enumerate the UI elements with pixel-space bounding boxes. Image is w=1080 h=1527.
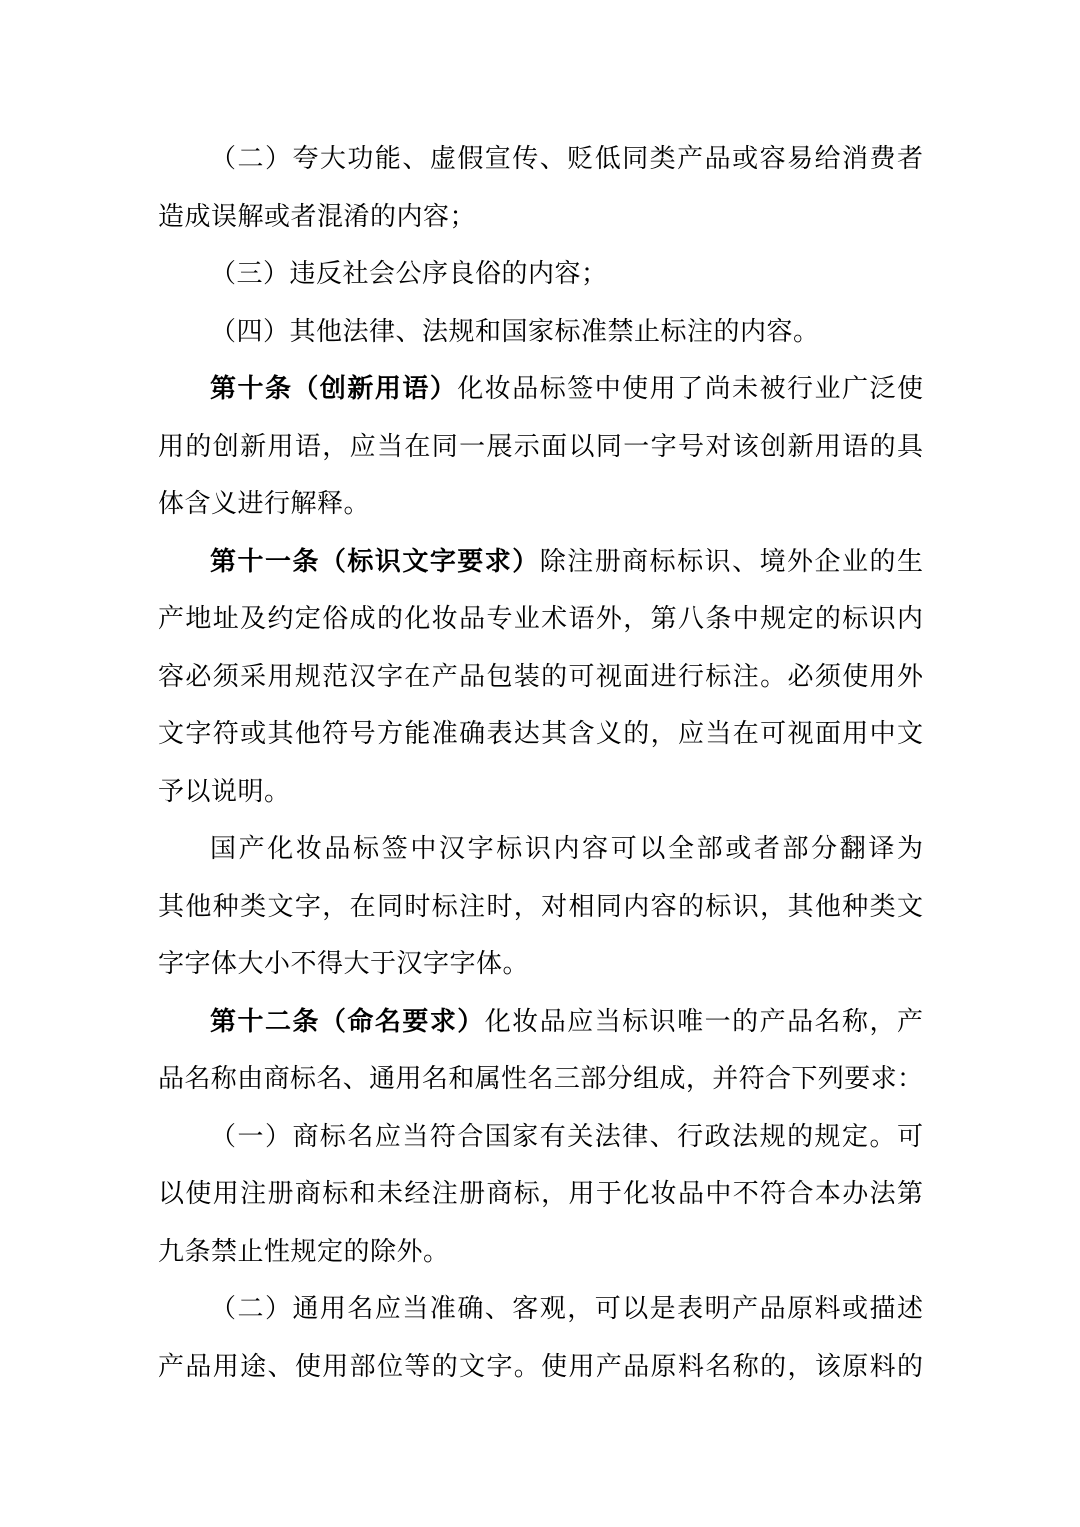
text-line (158, 820, 923, 878)
text-segment: （一）商标名应当符合国家有关法律、行政法规的规定。可 (210, 1121, 923, 1151)
text-line (158, 993, 923, 1051)
text-line (158, 475, 923, 533)
article-heading: 第十一条（标识文字要求） (210, 546, 540, 576)
text-line (158, 360, 923, 418)
text-line (158, 763, 923, 821)
text-segment: 除注册商标标识、境外企业的生 (539, 546, 923, 576)
text-line (158, 590, 923, 648)
text-line (158, 188, 923, 246)
text-segment: 造成误解或者混淆的内容； (158, 201, 477, 231)
text-segment: 予以说明。 (158, 776, 291, 806)
text-segment: 国产化妆品标签中汉字标识内容可以全部或者部分翻译为 (210, 834, 923, 863)
text-segment: 以使用注册商标和未经注册商标，用于化妆品中不符合本办法第 (158, 1179, 923, 1208)
text-segment: 九条禁止性规定的除外。 (158, 1236, 450, 1266)
text-segment: 字字体大小不得大于汉字字体。 (158, 949, 530, 978)
text-line (158, 648, 923, 706)
text-segment: 文字符或其他符号方能准确表达其含义的，应当在可视面用中文 (158, 719, 923, 748)
text-line (158, 1223, 923, 1281)
text-segment: 体含义进行解释。 (158, 489, 371, 518)
text-line (158, 935, 923, 993)
article-heading: 第十条（创新用语） (210, 374, 458, 403)
text-line (158, 705, 923, 763)
text-line (158, 130, 923, 188)
text-line (158, 1050, 923, 1108)
text-line (158, 1108, 923, 1166)
text-line (158, 878, 923, 936)
text-line (158, 303, 923, 361)
text-line (158, 533, 923, 591)
text-segment: （二）夸大功能、虚假宣传、贬低同类产品或容易给消费者 (210, 144, 923, 173)
text-line (158, 1338, 923, 1396)
article-heading: 第十二条（命名要求） (210, 1006, 485, 1036)
text-segment: （四）其他法律、法规和国家标准禁止标注的内容。 (210, 316, 820, 346)
text-segment: 化妆品标签中使用了尚未被行业广泛使 (457, 374, 923, 403)
text-segment: （二）通用名应当准确、客观，可以是表明产品原料或描述 (210, 1294, 923, 1323)
text-segment: 用的创新用语，应当在同一展示面以同一字号对该创新用语的具 (158, 431, 923, 461)
text-line (158, 245, 923, 303)
text-segment: 产地址及约定俗成的化妆品专业术语外，第八条中规定的标识内 (158, 604, 923, 633)
text-line (158, 1280, 923, 1338)
text-segment: 化妆品应当标识唯一的产品名称，产 (484, 1006, 923, 1036)
text-segment: 容必须采用规范汉字在产品包装的可视面进行标注。必须使用外 (158, 661, 923, 691)
text-line (158, 1165, 923, 1223)
text-segment: 产品用途、使用部位等的文字。使用产品原料名称的，该原料的 (158, 1351, 923, 1381)
text-segment: 品名称由商标名、通用名和属性名三部分组成，并符合下列要求： (158, 1064, 923, 1093)
text-segment: 其他种类文字，在同时标注时，对相同内容的标识，其他种类文 (158, 891, 923, 921)
document-text (158, 130, 923, 1395)
text-line (158, 418, 923, 476)
text-segment: （三）违反社会公序良俗的内容； (210, 259, 608, 288)
